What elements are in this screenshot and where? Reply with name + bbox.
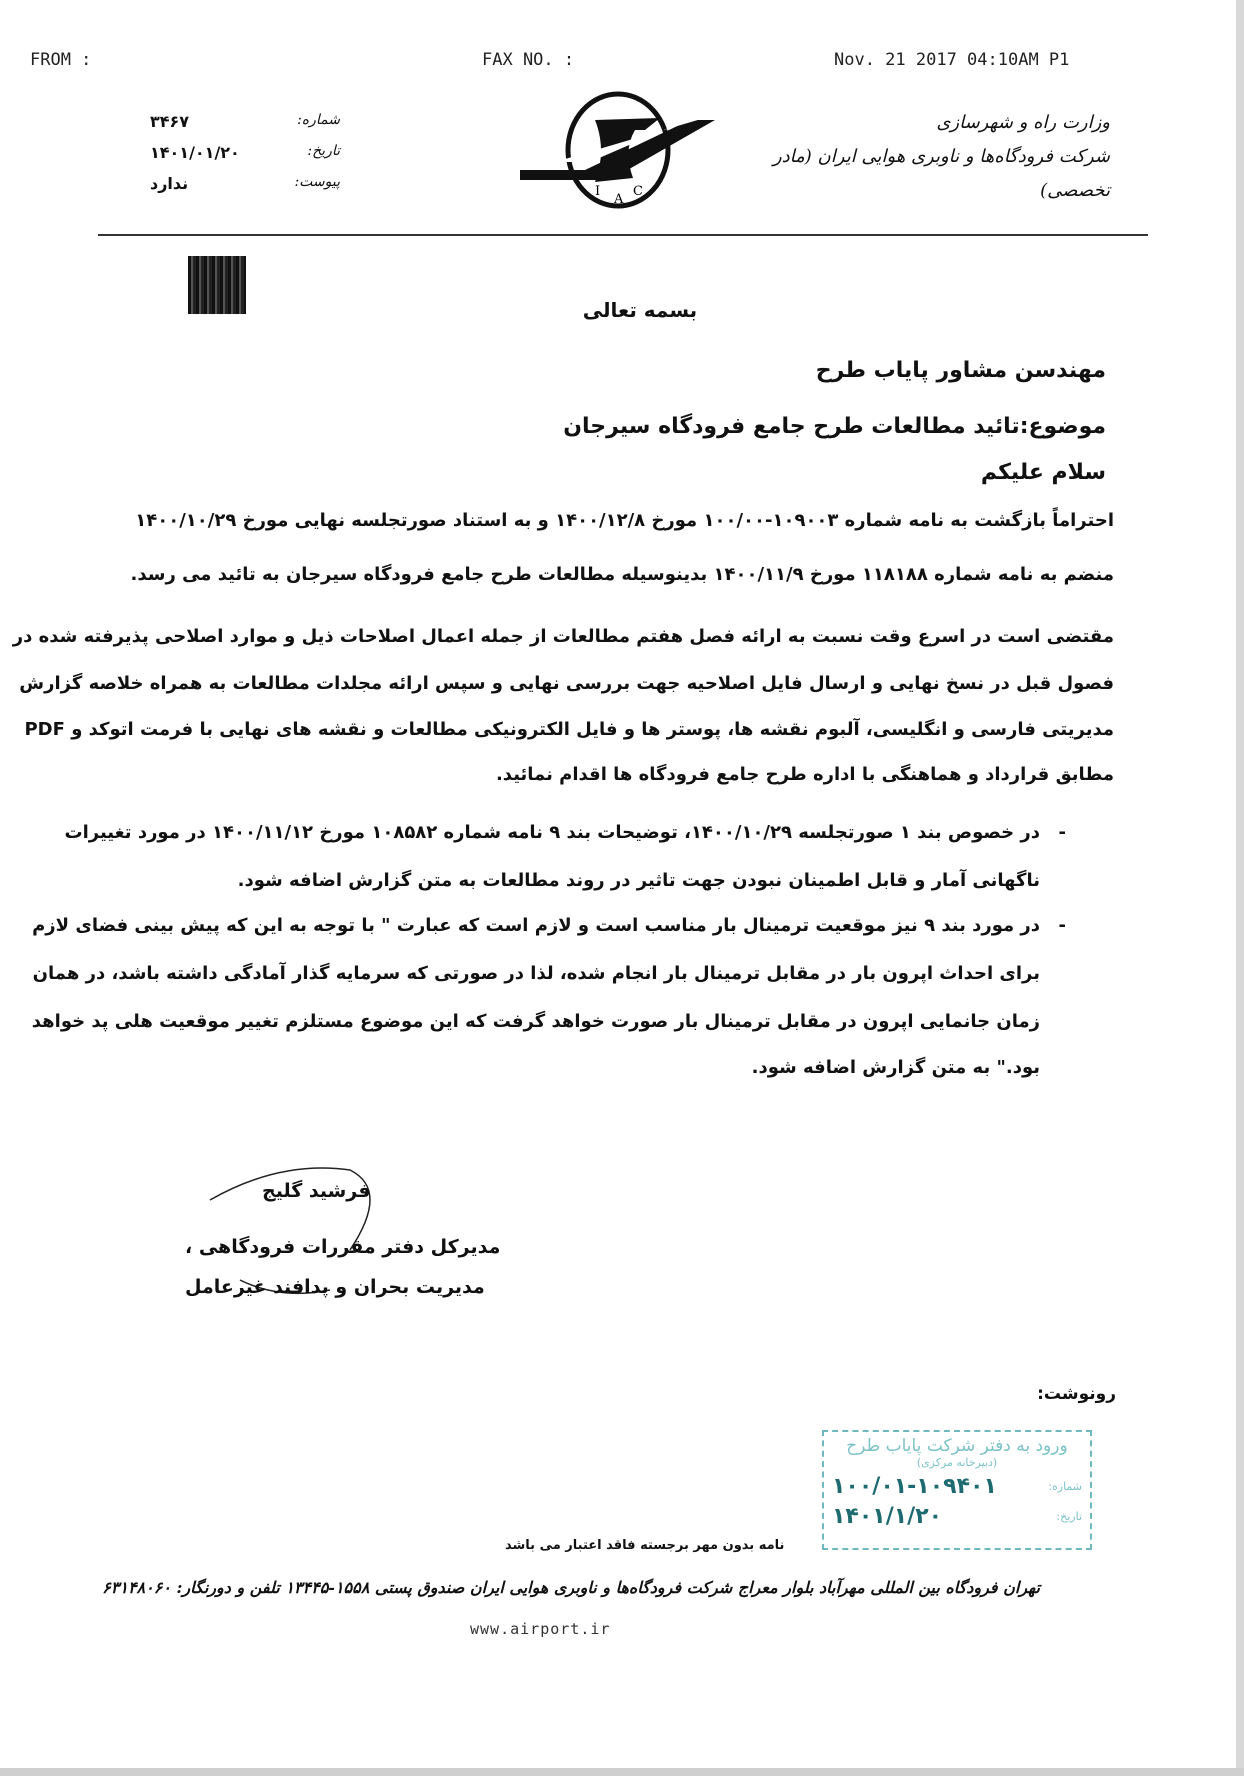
para2-line: مطابق قرارداد و هماهنگی با اداره طرح جامع فرودگاه ها اقدام نمائید. [495, 764, 1114, 785]
para2-line: مقتضی است در اسرع وقت نسبت به ارائه فصل هفتم مطالعات از جمله اعمال اصلاحات ذیل و موارد اصلاحی پذیرفته شده در [12, 626, 1114, 647]
company-name: شرکت فرودگاه‌ها و ناوبری هوایی ایران (مادر تخصصی) [772, 146, 1110, 201]
footer-address: تهران فرودگاه بین المللی مهرآباد بلوار معراج شرکت فرودگاه‌ها و ناوبری هوایی ایران صندوق پستی ۱۵۵۸-۱۳۴۴۵ تلفن و دورنگار: ۶۳۱۴۸۰۶۰ [102, 1578, 1040, 1597]
bullet2-line: در مورد بند ۹ نیز موقعیت ترمینال بار مناسب است و لازم است که عبارت " با توجه به این که پیش بینی فضای لازم [32, 915, 1040, 936]
stamp-date: ۱۴۰۱/۱/۲۰ [832, 1503, 943, 1529]
bullet1-line: در خصوص بند ۱ صورتجلسه ۱۴۰۰/۱۰/۲۹، توضیحات بند ۹ نامه شماره ۱۰۸۵۸۲ مورخ ۱۴۰۰/۱۱/۱۲ در مورد تغییرات [64, 822, 1040, 843]
scan-edge [1236, 0, 1244, 1776]
stamp-number: ۱۰۰/۰۱-۱۰۹۴۰۱ [832, 1473, 997, 1499]
greeting: سلام علیکم [980, 460, 1106, 485]
para2-line: مدیریتی فارسی و انگلیسی، آلبوم نقشه ها، پوستر ها و فایل الکترونیکی مطالعات و نقشه های نهایی با فرمت اتوکد و PDF [24, 719, 1114, 740]
letter-meta [150, 112, 340, 205]
ministry-name: وزارت راه و شهرسازی [936, 112, 1110, 133]
svg-text:A: A [614, 192, 624, 207]
received-stamp [822, 1430, 1092, 1550]
basmala: بسمه تعالی [582, 298, 698, 322]
meta-date: تاریخ: ۱۴۰۱/۰۱/۲۰ [150, 143, 340, 162]
para2-line: فصول قبل در نسخ نهایی و ارسال فایل اصلاحیه جهت بررسی نهایی و سپس ارائه مجلدات مطالعات به همراه خلاصه گزارش [19, 673, 1114, 694]
subject: موضوع:تائید مطالعات طرح جامع فرودگاه سیرجان [563, 414, 1106, 439]
svg-text:C: C [633, 184, 643, 199]
bullet-dash: - [1058, 822, 1066, 843]
addressee: مهندسن مشاور پایاب طرح [815, 358, 1106, 383]
signatory-department: مدیریت بحران و پدافند غیرعامل [185, 1276, 485, 1298]
barcode-square [188, 256, 246, 314]
fax-number: FAX NO. : [482, 50, 575, 70]
seal-note: نامه بدون مهر برجسته فاقد اعتبار می باشد [505, 1538, 785, 1553]
cc-label: رونوشت: [1037, 1384, 1116, 1404]
iac-logo [515, 90, 725, 210]
para1-line: احتراماً بازگشت به نامه شماره ۱۰۹۰۰۳-۱۰۰/۰۰ مورخ ۱۴۰۰/۱۲/۸ و به استناد صورتجلسه نهایی مورخ ۱۴۰۰/۱۰/۲۹ [135, 510, 1114, 531]
para1-line: منضم به نامه شماره ۱۱۸۱۸۸ مورخ ۱۴۰۰/۱۱/۹ بدینوسیله مطالعات طرح جامع فرودگاه سیرجان به تائید می رسد. [130, 564, 1114, 585]
bullet2-line: بود." به متن گزارش اضافه شود. [751, 1057, 1040, 1078]
bullet1-line: ناگهانی آمار و قابل اطمینان نبودن جهت تاثیر در روند مطالعات به متن گزارش اضافه شود. [237, 870, 1040, 891]
stamp-number-label: شماره: [1048, 1479, 1082, 1493]
stamp-date-label: تاریخ: [1056, 1509, 1082, 1523]
signatory-title: مدیرکل دفتر مقررات فرودگاهی ، [185, 1236, 501, 1258]
meta-attachment: پیوست: ندارد [150, 174, 340, 193]
bullet-dash: - [1058, 915, 1066, 936]
fax-timestamp: Nov. 21 2017 04:10AM P1 [834, 50, 1070, 70]
fax-from: FROM : [30, 50, 92, 70]
scan-bottom-edge [0, 1768, 1244, 1776]
stamp-subtitle: (دبیرخانه مرکزی) [916, 1456, 998, 1469]
svg-text:I: I [595, 184, 601, 199]
meta-number: شماره: ۳۴۶۷ [150, 112, 340, 131]
bullet2-line: برای احداث اپرون بار در مقابل ترمینال بار انجام شده، لذا در صورتی که سرمایه گذار آمادگی داشته باشد، در همان [32, 963, 1040, 984]
stamp-title: ورود به دفتر شرکت پایاب طرح [846, 1436, 1068, 1456]
footer-website: www.airport.ir [470, 1620, 611, 1638]
header-divider [98, 234, 1148, 236]
letterhead-org [750, 106, 1110, 208]
signatory-name: فرشید گلیج [262, 1180, 371, 1202]
bullet2-line: زمان جانمایی اپرون در مقابل ترمینال بار صورت خواهد گرفت که این موضوع مستلزم تغییر موقعیت هلی پد خواهد [31, 1011, 1040, 1032]
